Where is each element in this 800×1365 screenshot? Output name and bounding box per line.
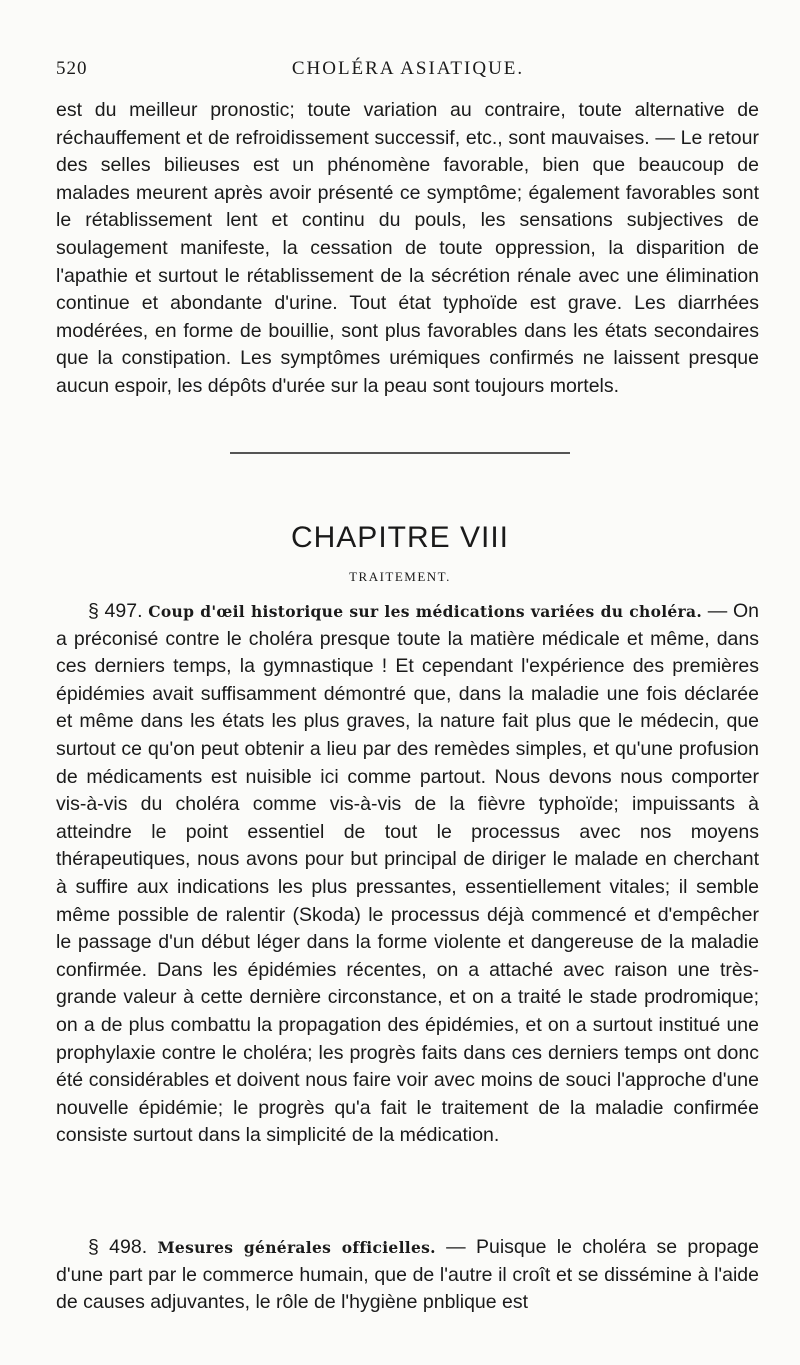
page-number: 520: [56, 58, 88, 79]
running-title: CHOLÉRA ASIATIQUE.: [291, 58, 525, 79]
chapter-subtitle: TRAITEMENT.: [349, 569, 451, 584]
section-divider: [230, 452, 570, 454]
chapter-title: CHAPITRE VIII: [290, 521, 510, 554]
section-body: — On a préconisé contre le choléra presque toute la matière médicale et même, dans ces derniers temps, la gymnastique ! Et cependant l'expérience des premières épidémies avait suffisamment démontré que, dans la maladie une fois déclarée et même dans les états les plus graves, la nature fait plus que le médecin, que surtout ce qu'on peut obtenir a lieu par des remèdes simples, et qu'une profusion de médicaments est nuisible ici comme partout. Nous devons nous comporter vis-à-vis du choléra comme vis-à-vis de la fièvre typhoïde; impuissants à atteindre le point essentiel de tout le processus avec nos moyens thérapeutiques, nous avons pour but principal de diriger le malade en cherchant à suffire aux indications les plus pressantes, essentiellement vitales; il semble même possible de ralentir (Skoda) le processus déjà commencé et d'empêcher le passage d'un début léger dans la forme violente et dangereuse de la maladie confirmée. Dans les épidémies récentes, on a attaché avec raison une très-grande valeur à cette dernière circonstance, et on a traité le stade prodromique; on a de plus combattu la propagation des épidémies, et on a surtout institué une prophylaxie contre le choléra; les progrès faits dans ces derniers temps ont donc été considérables et doivent nous faire voir avec moins de souci l'approche d'une nouvelle épidémie; le progrès qu'a fait le traitement de la maladie confirmée consiste surtout dans la simplicité de la médication.: [56, 600, 760, 1147]
section-body: — Puisque le choléra se propage d'une part par le commerce humain, que de l'autre il croît et se dissémine à l'aide de causes adjuvantes, le rôle de l'hygiène pnblique est: [56, 1236, 760, 1314]
section-heading: Mesures générales officielles.: [157, 1238, 436, 1257]
section-number: § 498.: [88, 1236, 148, 1258]
section-498: [56, 1234, 759, 1317]
section-497: [56, 598, 759, 1150]
paragraph-prognosis: est du meilleur pronostic; toute variation au contraire, toute alternative de réchauffement et de refroidissement successif, etc., sont mauvaises. — Le retour des selles bilieuses est un phénomène favorable, bien que beaucoup de malades meurent après avoir présenté ce symptôme; également favorables sont le rétablissement lent et continu du pouls, les sensations subjectives de soulagement manifeste, la cessation de toute oppression, la disparition de l'apathie et surtout le rétablissement de la sécrétion rénale avec une élimination continue et abondante d'urine. Tout état typhoïde est grave. Les diarrhées modérées, en forme de bouillie, sont plus favorables dans les états secondaires que la constipation. Les symptômes urémiques confirmés ne laissent presque aucun espoir, les dépôts d'urée sur la peau sont toujours mortels.: [56, 99, 759, 397]
section-heading: Coup d'œil historique sur les médications variées du choléra.: [148, 602, 703, 621]
running-head: [56, 58, 760, 80]
section-number: § 497.: [88, 600, 143, 622]
